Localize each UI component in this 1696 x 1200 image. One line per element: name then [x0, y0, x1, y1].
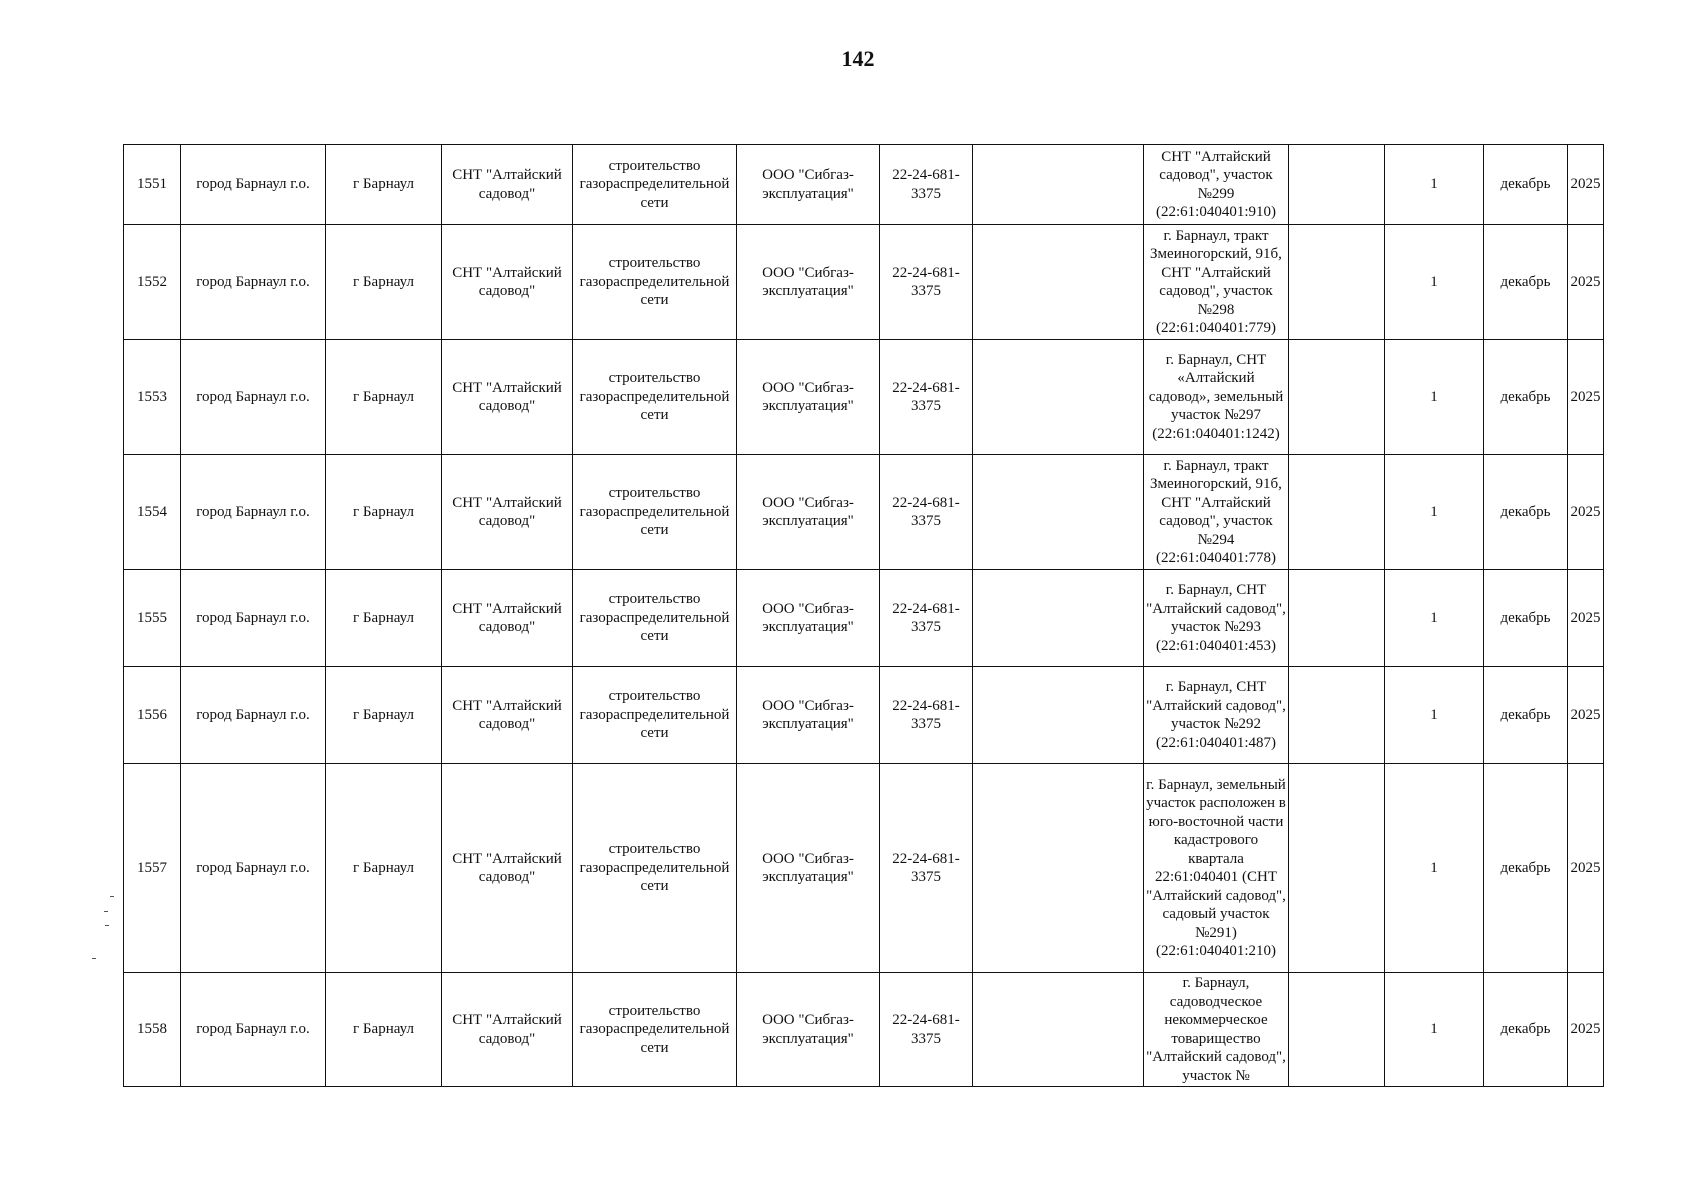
object-cell: СНТ "Алтайский садовод"	[442, 973, 573, 1087]
work-cell: строительство газораспределительной сети	[573, 973, 737, 1087]
inn-cell: 22-24-681-3375	[880, 455, 973, 570]
empty-cell	[973, 570, 1144, 667]
settlement-cell: г Барнаул	[326, 340, 442, 455]
municipality-cell: город Барнаул г.о.	[181, 225, 326, 340]
work-cell: строительство газораспределительной сети	[573, 340, 737, 455]
month-cell: декабрь	[1484, 145, 1568, 225]
month-cell: декабрь	[1484, 455, 1568, 570]
organization-cell: ООО "Сибгаз-эксплуатация"	[737, 145, 880, 225]
row-number: 1553	[124, 340, 181, 455]
settlement-cell: г Барнаул	[326, 455, 442, 570]
empty-cell	[973, 455, 1144, 570]
table-row	[124, 667, 1604, 764]
empty-cell	[973, 340, 1144, 455]
empty-cell	[1289, 145, 1385, 225]
year-cell: 2025	[1568, 667, 1604, 764]
empty-cell	[973, 145, 1144, 225]
row-number: 1557	[124, 764, 181, 973]
empty-cell	[1289, 764, 1385, 973]
address-cell: г. Барнаул, тракт Змеиногорский, 91б, СНТ "Алтайский садовод", участок №294 (22:61:040401:778)	[1144, 455, 1289, 570]
object-cell: СНТ "Алтайский садовод"	[442, 455, 573, 570]
settlement-cell: г Барнаул	[326, 145, 442, 225]
address-cell: г. Барнаул, СНТ "Алтайский садовод", участок №292 (22:61:040401:487)	[1144, 667, 1289, 764]
table-row	[124, 764, 1604, 973]
table-row	[124, 570, 1604, 667]
work-cell: строительство газораспределительной сети	[573, 667, 737, 764]
table-row	[124, 340, 1604, 455]
inn-cell: 22-24-681-3375	[880, 973, 973, 1087]
year-cell: 2025	[1568, 764, 1604, 973]
month-cell: декабрь	[1484, 764, 1568, 973]
row-number: 1552	[124, 225, 181, 340]
table-row	[124, 145, 1604, 225]
page-number: 142	[841, 46, 875, 71]
settlement-cell: г Барнаул	[326, 570, 442, 667]
municipality-cell: город Барнаул г.о.	[181, 455, 326, 570]
inn-cell: 22-24-681-3375	[880, 667, 973, 764]
object-cell: СНТ "Алтайский садовод"	[442, 570, 573, 667]
settlement-cell: г Барнаул	[326, 764, 442, 973]
object-cell: СНТ "Алтайский садовод"	[442, 340, 573, 455]
work-cell: строительство газораспределительной сети	[573, 145, 737, 225]
work-cell: строительство газораспределительной сети	[573, 764, 737, 973]
municipality-cell: город Барнаул г.о.	[181, 340, 326, 455]
empty-cell	[1289, 973, 1385, 1087]
scan-mark	[105, 925, 109, 926]
municipality-cell: город Барнаул г.о.	[181, 570, 326, 667]
work-cell: строительство газораспределительной сети	[573, 455, 737, 570]
empty-cell	[1289, 340, 1385, 455]
municipality-cell: город Барнаул г.о.	[181, 145, 326, 225]
inn-cell: 22-24-681-3375	[880, 145, 973, 225]
year-cell: 2025	[1568, 340, 1604, 455]
empty-cell	[973, 225, 1144, 340]
address-cell: СНТ "Алтайский садовод", участок №299 (22:61:040401:910)	[1144, 145, 1289, 225]
address-cell: г. Барнаул, земельный участок расположен в юго-восточной части кадастрового квартала 22:61:040401 (СНТ "Алтайский садовод", садовый участок №291) (22:61:040401:210)	[1144, 764, 1289, 973]
month-cell: декабрь	[1484, 570, 1568, 667]
object-cell: СНТ "Алтайский садовод"	[442, 667, 573, 764]
year-cell: 2025	[1568, 225, 1604, 340]
table-row	[124, 455, 1604, 570]
quantity-cell: 1	[1385, 225, 1484, 340]
municipality-cell: город Барнаул г.о.	[181, 973, 326, 1087]
work-cell: строительство газораспределительной сети	[573, 570, 737, 667]
organization-cell: ООО "Сибгаз-эксплуатация"	[737, 455, 880, 570]
quantity-cell: 1	[1385, 145, 1484, 225]
municipality-cell: город Барнаул г.о.	[181, 764, 326, 973]
inn-cell: 22-24-681-3375	[880, 764, 973, 973]
quantity-cell: 1	[1385, 764, 1484, 973]
table-row	[124, 225, 1604, 340]
empty-cell	[1289, 225, 1385, 340]
address-cell: г. Барнаул, садоводческое некоммерческое товарищество "Алтайский садовод", участок №	[1144, 973, 1289, 1087]
scan-mark	[92, 958, 96, 959]
organization-cell: ООО "Сибгаз-эксплуатация"	[737, 570, 880, 667]
year-cell: 2025	[1568, 570, 1604, 667]
row-number: 1555	[124, 570, 181, 667]
row-number: 1554	[124, 455, 181, 570]
scan-mark	[104, 911, 108, 912]
organization-cell: ООО "Сибгаз-эксплуатация"	[737, 667, 880, 764]
organization-cell: ООО "Сибгаз-эксплуатация"	[737, 973, 880, 1087]
registry-table	[123, 144, 1604, 1087]
object-cell: СНТ "Алтайский садовод"	[442, 225, 573, 340]
quantity-cell: 1	[1385, 570, 1484, 667]
empty-cell	[973, 667, 1144, 764]
row-number: 1556	[124, 667, 181, 764]
municipality-cell: город Барнаул г.о.	[181, 667, 326, 764]
organization-cell: ООО "Сибгаз-эксплуатация"	[737, 764, 880, 973]
settlement-cell: г Барнаул	[326, 225, 442, 340]
empty-cell	[973, 764, 1144, 973]
scan-mark	[110, 896, 114, 897]
quantity-cell: 1	[1385, 667, 1484, 764]
empty-cell	[973, 973, 1144, 1087]
empty-cell	[1289, 667, 1385, 764]
month-cell: декабрь	[1484, 667, 1568, 764]
row-number: 1558	[124, 973, 181, 1087]
organization-cell: ООО "Сибгаз-эксплуатация"	[737, 225, 880, 340]
month-cell: декабрь	[1484, 340, 1568, 455]
table-row	[124, 973, 1604, 1087]
year-cell: 2025	[1568, 973, 1604, 1087]
address-cell: г. Барнаул, СНТ "Алтайский садовод", участок №293 (22:61:040401:453)	[1144, 570, 1289, 667]
settlement-cell: г Барнаул	[326, 667, 442, 764]
organization-cell: ООО "Сибгаз-эксплуатация"	[737, 340, 880, 455]
year-cell: 2025	[1568, 145, 1604, 225]
empty-cell	[1289, 570, 1385, 667]
row-number: 1551	[124, 145, 181, 225]
address-cell: г. Барнаул, СНТ «Алтайский садовод», земельный участок №297 (22:61:040401:1242)	[1144, 340, 1289, 455]
quantity-cell: 1	[1385, 973, 1484, 1087]
registry-body	[124, 145, 1604, 1087]
month-cell: декабрь	[1484, 973, 1568, 1087]
inn-cell: 22-24-681-3375	[880, 340, 973, 455]
empty-cell	[1289, 455, 1385, 570]
month-cell: декабрь	[1484, 225, 1568, 340]
inn-cell: 22-24-681-3375	[880, 570, 973, 667]
object-cell: СНТ "Алтайский садовод"	[442, 145, 573, 225]
address-cell: г. Барнаул, тракт Змеиногорский, 91б, СНТ "Алтайский садовод", участок №298 (22:61:040401:779)	[1144, 225, 1289, 340]
inn-cell: 22-24-681-3375	[880, 225, 973, 340]
settlement-cell: г Барнаул	[326, 973, 442, 1087]
quantity-cell: 1	[1385, 340, 1484, 455]
work-cell: строительство газораспределительной сети	[573, 225, 737, 340]
object-cell: СНТ "Алтайский садовод"	[442, 764, 573, 973]
year-cell: 2025	[1568, 455, 1604, 570]
quantity-cell: 1	[1385, 455, 1484, 570]
